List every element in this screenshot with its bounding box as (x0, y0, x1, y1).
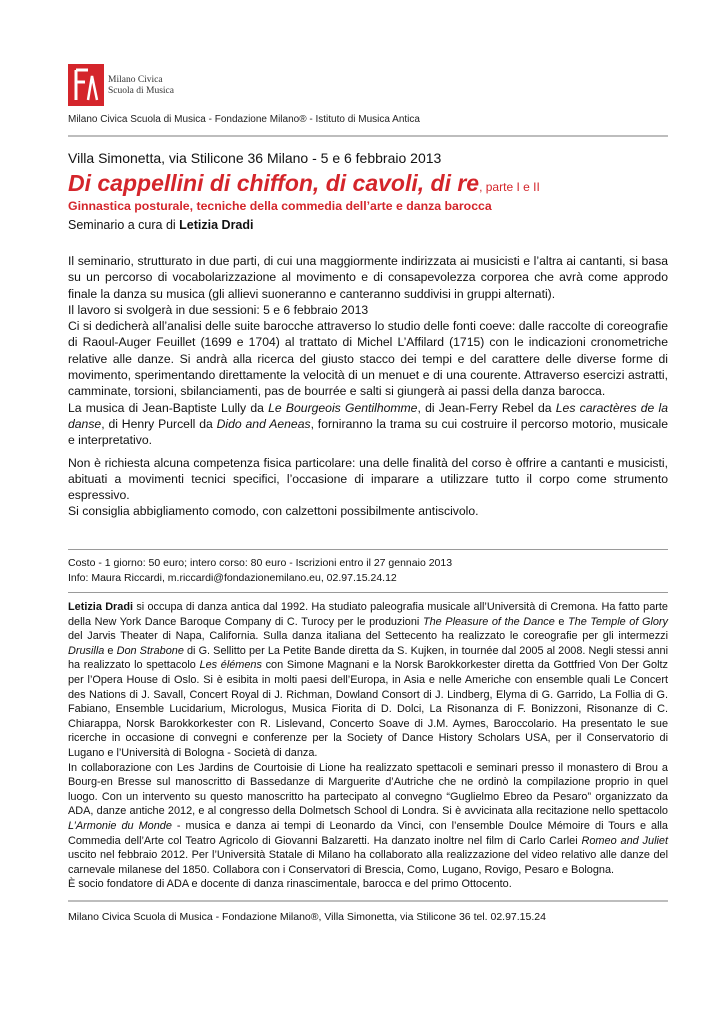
text-run: La musica di Jean-Baptiste Lully da (68, 400, 269, 415)
text-run: - musica e danza ai tempi di Leonardo da Vinci, con l’ensemble Doulce Mémoire di Tours e alla Commedia dell’Arte col Teatro Agricolo di Giovanni Balzaretti. Ha danzato inoltre nel film di Carlo Carlei (68, 819, 668, 847)
bio-paragraph (68, 600, 668, 761)
logo-line-1: Milano Civica (108, 75, 163, 85)
bio-paragraph (68, 761, 668, 878)
description-paragraph: Ci si dedicherà all’analisi delle suite barocche attraverso lo studio delle fonti coeve: dalle raccolte di coreografie di Raoul-Auger Feuillet (1699 e 1704) al trattato di Michel L’Affilard (1715) con le indicazioni cronometriche relative alle danze. Si andrà alla ricerca del giusto stacco dei tempi e del carattere delle diverse forme di movimento, sperimentando direttamente la velocità di un menuet e di una courente. Attraverso esercizi astratti, camminate, torsioni, sbilanciamenti, pas de bourrée e salti si giungerà ai passi della danza barocca. (68, 319, 668, 399)
event-subtitle: Ginnastica posturale, tecniche della commedia dell’arte e danza barocca (68, 199, 492, 213)
work-title: Dido and Aeneas (216, 416, 311, 431)
event-title (68, 170, 540, 197)
costs-divider (68, 549, 668, 550)
event-title-main: Di cappellini di chiffon, di cavoli, di re (68, 170, 480, 196)
bio-divider (68, 592, 668, 593)
description-paragraph: Non è richiesta alcuna competenza fisica particolare: una delle finalità del corso è offrire a cantanti e musicisti, abituati a movimenti tecnici specifici, l’occasione di imparare a utilizzare tutto il corpo come strumento espressivo. (68, 455, 668, 503)
logo-line-2: Scuola di Musica (108, 85, 174, 96)
text-run: In collaborazione con Les Jardins de Courtoisie di Lione ha realizzato spettacoli e seminari presso il monastero di Brou a Bourg-en Bresse sul manoscritto di Bassedanze di Marguerite d’Autriche che ne ordinò la compilazione proprio in quel luogo. Con un intervento su questo manoscritto ha partecipato al convegno “Guglielmo Ebreo da Pesaro” organizzato da ADA, danze antiche 2012, e al congresso della Dolmetsch School di Londra. Si è avvicinata alla recitazione nello spettacolo (68, 761, 668, 818)
logo-text (108, 75, 174, 96)
work-title: Drusilla (68, 644, 105, 657)
work-title: L’Armonie du Monde (68, 819, 172, 832)
text-run: del Jarvis Theater di Napa, California. Sulla danza italiana del Settecento ha realizzato le coreografie per gli intermezzi (68, 630, 668, 643)
work-title: Les élémens (199, 659, 262, 672)
curator-name: Letizia Dradi (179, 218, 254, 232)
footer-divider (68, 900, 668, 902)
costs-line: Costo - 1 giorno: 50 euro; intero corso: 80 euro - Iscrizioni entro il 27 gennaio 2013 (68, 557, 453, 569)
text-run: e (104, 644, 117, 657)
work-title: Don Strabone (116, 644, 184, 657)
event-venue: Villa Simonetta, via Stilicone 36 Milano - 5 e 6 febbraio 2013 (68, 150, 442, 166)
curator-biography (68, 600, 668, 892)
text-run: con Simone Magnani e la Norsk Barokkorkester diretta da Gottfried Von Der Goltz per l’Opera House di Oslo. Si è esibita in molti paesi dell’Europa, in Asia e nelle Americhe con ensemble quali Le Concert des Nations di J. Savall, Concert Royal di J. Richman, Dowland Consort di J. Lindberg, Elyma di G. Garrido, La Follia di G. Fabiano, Ensemble Lucidarium, Micrologus, Musica Fiorita di D. Dolci, La Risonanza di F. Bonizzoni, Risonanze di C. Chiarappa, Norsk Barokkorkester con R. Lislevand, Concerto Soave di J.M. Aymes, Baroccolario. Ha presentato le sue ricerche in occasione di convegni e conferenze per la Society of Dance History Scholars USA, per il Conservatorio di Lugano e l’Università di Bologna - Società di danza. (68, 659, 669, 759)
description-paragraph: Si consiglia abbigliamento comodo, con calzettoni possibilmente antiscivolo. (68, 504, 479, 519)
bio-name: Letizia Dradi (68, 601, 134, 613)
text-run: si occupa di danza antica dal 1992. Ha studiato paleografia musicale all’Università di Cremona. Ha fatto parte della New York Dance Baroque Company di C. Turocy per le produzioni (68, 601, 668, 628)
bio-paragraph: È socio fondatore di ADA e docente di danza rinascimentale, barocca e del primo Ottocento. (68, 878, 512, 891)
curator-prefix: Seminario a cura di (68, 218, 180, 232)
logo-mark-icon (68, 64, 104, 106)
header-divider (68, 135, 668, 137)
work-title: Le Bourgeois Gentilhomme (268, 400, 418, 415)
description-paragraph: Il lavoro si svolgerà in due sessioni: 5 e 6 febbraio 2013 (68, 302, 369, 317)
work-title: Romeo and Juliet (581, 834, 668, 847)
text-run: e (554, 615, 569, 628)
description-paragraph (68, 400, 668, 449)
text-run: , forniranno la trama su cui costruire il percorso motorio, musicale e interpretativo. (68, 416, 668, 448)
text-run: di G. Sellitto per La Petite Bande diretta da S. Kujken, in tournée dal 2005 al 2008. Negli stessi anni ha realizzato lo spettacolo (68, 644, 668, 672)
work-title: Les caractères de la danse (68, 400, 669, 431)
work-title: The Temple of Glory (568, 615, 669, 628)
text-run: , di Jean-Ferry Rebel da (417, 400, 556, 415)
work-title: The Pleasure of the Dance (422, 615, 555, 628)
contact-line: Info: Maura Riccardi, m.riccardi@fondazionemilano.eu, 02.97.15.24.12 (68, 572, 397, 584)
text-run: uscito nel febbraio 2012. Per l’Università Statale di Milano ha collaborato alla realizzazione del video relativo alle danze del carnevale milanese del 1850. Collabora con i Conservatori di Brescia, Como, Lugano, Rovigo, Pesaro e Bologna. (68, 849, 668, 876)
event-title-suffix: , parte I e II (479, 180, 540, 194)
event-curator (68, 218, 254, 232)
footer-text: Milano Civica Scuola di Musica - Fondazione Milano®, Villa Simonetta, via Stilicone 36 tel. 02.97.15.24 (68, 911, 546, 923)
seminar-description (68, 253, 668, 520)
costs-info (68, 556, 668, 586)
header-text: Milano Civica Scuola di Musica - Fondazione Milano® - Istituto di Musica Antica (68, 114, 420, 125)
description-paragraph: Il seminario, strutturato in due parti, di cui una maggiormente indirizzata ai musicisti e l’altra ai cantanti, si basa su un percorso di vocabolarizzazione al movimento e di consapevolezza corporea che avrà come approdo finale la danza su musica (gli allievi suoneranno e canteranno suddivisi in gruppi alternati). (68, 254, 668, 301)
school-logo (68, 64, 176, 106)
text-run: , di Henry Purcell da (101, 416, 217, 431)
